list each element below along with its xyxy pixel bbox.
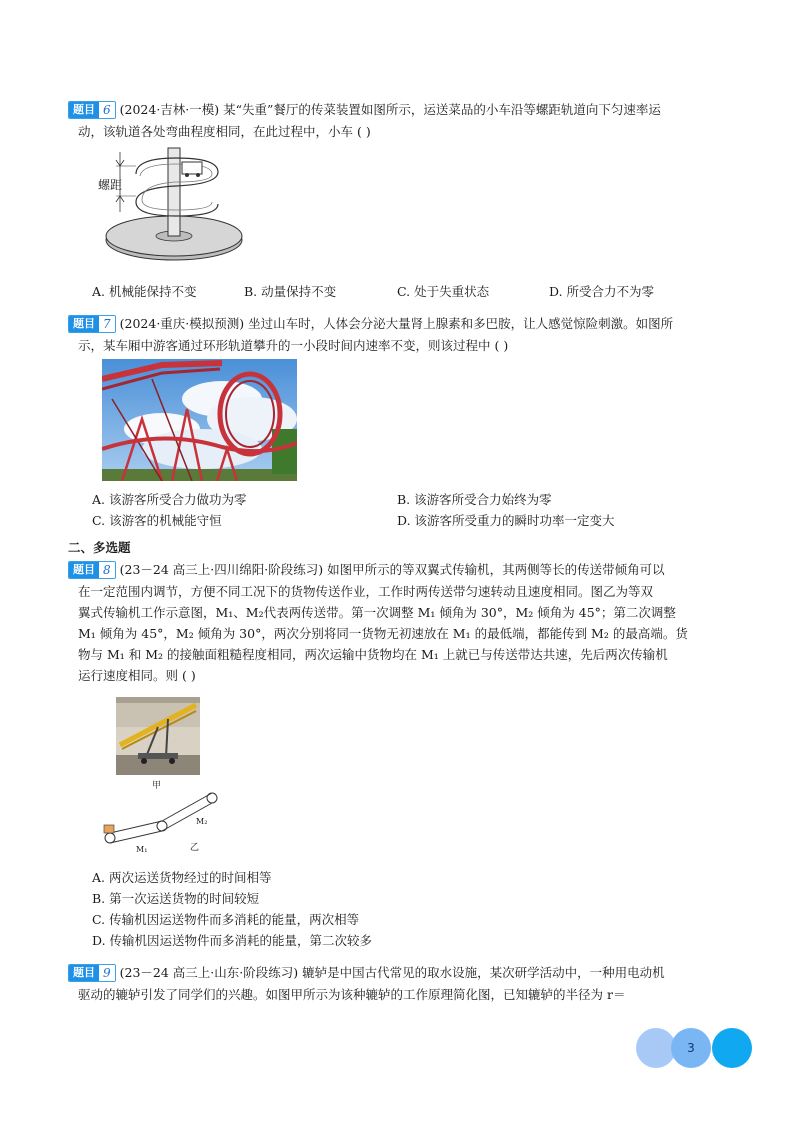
q8-line6: 运行速度相同。则 ( ) — [78, 668, 196, 683]
q8-badge — [68, 561, 116, 579]
q8-line1: (23－24 高三上·四川绵阳·阶段练习) 如图甲所示的等双翼式传输机，其两侧等长的传送带倾角可以 — [119, 562, 665, 577]
q6-figure-label: 螺距 — [98, 178, 123, 192]
q6-line1: (2024·吉林·一模) 某“失重”餐厅的传菜装置如图所示，运送菜品的小车沿等螺距轨道向下匀速率运 — [119, 102, 661, 117]
q8-header — [68, 560, 665, 580]
q9-badge-label: 题目 — [69, 965, 99, 981]
q8-badge-num: 8 — [99, 562, 115, 578]
q8-text — [78, 581, 688, 686]
q9-badge — [68, 964, 116, 982]
section-title: 二、多选题 — [68, 540, 131, 555]
q9-header — [68, 963, 665, 983]
q7-line1: (2024·重庆·模拟预测) 坐过山车时，人体会分泌大量肾上腺素和多巴胺，让人感觉惊险刺激。如图所 — [119, 316, 674, 331]
q8-badge-label: 题目 — [69, 562, 99, 578]
q8-option-b[interactable]: B. 第一次运送货物的时间较短 — [92, 891, 260, 906]
q8-line2: 在一定范围内调节，方便不同工况下的货物传送作业，工作时两传送带匀速转动且速度相同。图乙为等双 — [78, 584, 654, 599]
q9-text — [78, 984, 625, 1005]
q6-badge-label: 题目 — [69, 102, 99, 118]
q7-rollercoaster-photo — [102, 359, 297, 481]
q7-option-d[interactable]: D. 该游客所受重力的瞬时功率一定变大 — [397, 513, 615, 528]
q6-option-c[interactable]: C. 处于失重状态 — [397, 284, 490, 299]
page-dot-right — [712, 1028, 752, 1068]
q7-line2: 示，某车厢中游客通过环形轨道攀升的一小段时间内速率不变，则该过程中 ( ) — [78, 338, 509, 353]
q8-line5: 物与 M₁ 和 M₂ 的接触面粗糙程度相同，两次运输中货物均在 M₁ 上就已与传送带达共速，先后两次传输机 — [78, 647, 668, 662]
q7-badge-label: 题目 — [69, 316, 99, 332]
q7-option-a[interactable]: A. 该游客所受合力做功为零 — [92, 492, 247, 507]
q8-line3: 翼式传输机工作示意图，M₁、M₂代表两传送带。第一次调整 M₁ 倾角为 30°，M₂ 倾角为 45°；第二次调整 — [78, 605, 676, 620]
q8-m1-label: M₁ — [136, 845, 148, 854]
q6-badge-num: 6 — [99, 102, 115, 118]
q9-line2: 驱动的辘轳引发了同学们的兴趣。如图甲所示为该种辘轳的工作原理简化图，已知辘轳的半径为 r＝ — [78, 987, 626, 1002]
q6-option-d[interactable]: D. 所受合力不为零 — [549, 284, 655, 299]
q6-option-a[interactable]: A. 机械能保持不变 — [92, 284, 197, 299]
q7-badge — [68, 315, 116, 333]
q7-option-b[interactable]: B. 该游客所受合力始终为零 — [397, 492, 552, 507]
q8-line4: M₁ 倾角为 45°，M₂ 倾角为 30°，两次分别将同一货物无初速放在 M₁ 的最低端，都能传到 M₂ 的最高端。货 — [78, 626, 688, 641]
q6-line2: 动，该轨道各处弯曲程度相同，在此过程中，小车 ( ) — [78, 124, 371, 139]
q6-option-b[interactable]: B. 动量保持不变 — [244, 284, 337, 299]
q8-fig-a-label: 甲 — [152, 781, 162, 791]
q8-m2-label: M₂ — [196, 817, 208, 826]
q6-text — [78, 121, 371, 142]
q8-option-a[interactable]: A. 两次运送货物经过的时间相等 — [92, 870, 272, 885]
q6-header — [68, 100, 661, 120]
q7-badge-num: 7 — [99, 316, 115, 332]
q8-option-d[interactable]: D. 传输机因运送物件而多消耗的能量，第二次较多 — [92, 933, 373, 948]
page-dot-left — [636, 1028, 676, 1068]
q7-text — [78, 335, 508, 356]
q8-conveyor-photo — [116, 697, 200, 775]
q6-badge — [68, 101, 116, 119]
page-number: 3 — [687, 1041, 695, 1055]
q7-header — [68, 314, 673, 334]
q6-spiral-figure — [96, 144, 256, 272]
q9-line1: (23－24 高三上·山东·阶段练习) 辘轳是中国古代常见的取水设施，某次研学活动中，一种用电动机 — [119, 965, 665, 980]
q9-badge-num: 9 — [99, 965, 115, 981]
q8-option-c[interactable]: C. 传输机因运送物件而多消耗的能量，两次相等 — [92, 912, 360, 927]
q8-fig-b-label: 乙 — [190, 843, 200, 853]
q7-option-c[interactable]: C. 该游客的机械能守恒 — [92, 513, 222, 528]
q8-conveyor-schematic — [100, 786, 230, 856]
